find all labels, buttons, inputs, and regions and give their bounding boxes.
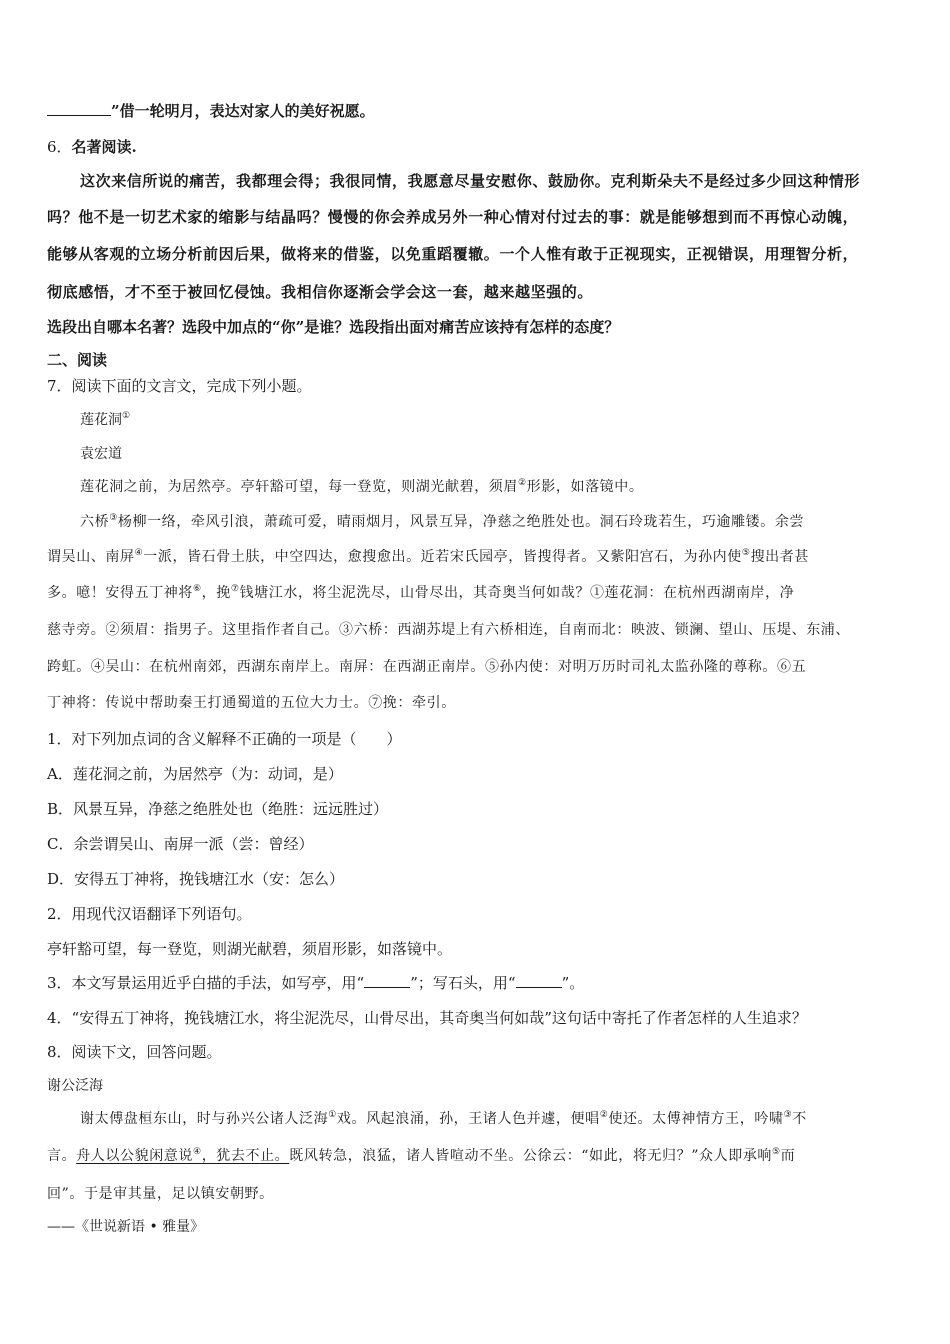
q7-sub3: 3．本文写景运用近乎白描的手法，如写亭，用“ ”；写石头，用“ ”。	[47, 974, 585, 992]
footnote-mark: ⑤	[741, 548, 751, 558]
q7-paragraph-line: 六桥③杨柳一络，牵风引浪，萧疏可爱，晴雨烟月，风景互异，净慈之绝胜处也。洞石玲珑若生，巧逾雕镂。余尝	[80, 513, 805, 530]
q7-title: 莲花洞①	[80, 411, 131, 428]
footnote-mark: ④	[193, 1147, 202, 1157]
q6-heading	[47, 137, 137, 157]
q7-footnote-line: 慈寺旁。②须眉：指男子。这里指作者自己。③六桥：西湖苏堤上有六桥相连，自南而北：映波、锁澜、望山、压堤、东浦、	[47, 622, 850, 638]
q8-title: 谢公泛海	[47, 1078, 103, 1094]
footnote-mark: ④	[134, 548, 144, 558]
q5-answer-line	[47, 101, 375, 121]
q7-intro: 7．阅读下面的文言文，完成下列小题。	[47, 377, 312, 395]
q8-passage-line: 回”。于是审其量，足以镇安朝野。	[47, 1186, 274, 1202]
q7-sub2-stem: 2．用现代汉语翻译下列语句。	[47, 905, 252, 923]
option-c[interactable]: C．余尝谓吴山、南屏一派（尝：曾经）	[47, 835, 314, 853]
q8-intro: 8．阅读下文，回答问题。	[47, 1043, 222, 1061]
footnote-mark: ③	[109, 513, 118, 523]
q6-passage-line: 能够从客观的立场分析前因后果，做将来的借鉴，以免重蹈覆辙。一个人惟有敢于正视现实，正视错误，用理智分析，	[47, 245, 859, 263]
q6-passage-line: 吗？他不是一切艺术家的缩影与结晶吗？慢慢的你会养成另外一种心情对付过去的事：就是能够想到而不再惊心动魄，	[47, 208, 859, 226]
answer-blank[interactable]	[364, 973, 410, 988]
q8-source: ——《世说新语 • 雅量》	[47, 1219, 205, 1235]
q7-sub2-sentence: 亭轩豁可望，每一登览，则湖光献碧，须眉形影，如落镜中。	[47, 940, 453, 958]
footnote-mark: ⑦	[230, 584, 240, 594]
option-b[interactable]: B．风景互异，净慈之绝胜处也（绝胜：远远胜过）	[47, 800, 389, 818]
q7-sub1-stem: 1．对下列加点词的含义解释不正确的一项是（ ）	[47, 730, 402, 748]
footnote-mark: ②	[518, 478, 527, 488]
option-d[interactable]: D．安得五丁神将，挽钱塘江水（安：怎么）	[47, 870, 345, 888]
option-a[interactable]: A．莲花洞之前，为居然亭（为：动词，是）	[47, 765, 343, 783]
q7-footnote-line: 丁神将：传说中帮助秦王打通蜀道的五位大力士。⑦挽：牵引。	[47, 695, 456, 711]
q6-question: 选段出自哪本名著？选段中加点的“你”是谁？选段指出面对痛苦应该持有怎样的态度？	[47, 318, 620, 336]
q6-passage-line: 这次来信所说的痛苦，我都理会得；我很同情，我愿意尽量安慰你、鼓励你。克利斯朵夫不是经过多少回这种情形	[80, 172, 861, 190]
footnote-mark: ②	[599, 1110, 609, 1120]
q5-tail-text: ”借一轮明月，表达对家人的美好祝愿。	[111, 102, 375, 120]
question-title: 名著阅读.	[71, 138, 137, 156]
q7-sub4-stem: 4．“安得五丁神将，挽钱塘江水，将尘泥洗尽，山骨尽出，其奇奥当何如哉”这句话中寄托了作者怎样的人生追求？	[47, 1009, 807, 1027]
footnote-mark: ⑥	[193, 584, 202, 594]
answer-blank[interactable]	[516, 973, 562, 988]
answer-blank[interactable]	[47, 101, 111, 116]
question-number: 6．	[47, 138, 72, 156]
q8-passage-line: 言。舟人以公貌闲意说④，犹去不止。既风转急，浪猛，诸人皆喧动不坐。公徐云：“如此，将无归？”众人即承响⑤而	[47, 1147, 796, 1164]
footnote-mark: ①	[122, 411, 131, 421]
q7-paragraph-line: 谓吴山、南屏④一派，皆石骨土肤，中空四达，愈搜愈出。近若宋氏园亭，皆搜得者。又紫阳宫石，为孙内使⑤搜出者甚	[47, 548, 809, 565]
q6-passage-line: 彻底感悟，才不至于被回忆侵蚀。我相信你逐渐会学会这一套，越来越坚强的。	[47, 283, 594, 301]
q7-paragraph-line: 莲花洞之前，为居然亭。亭轩豁可望，每一登览，则湖光献碧，须眉②形影，如落镜中。	[80, 478, 644, 495]
footnote-mark: ①	[328, 1110, 337, 1120]
underlined-sentence: 舟人以公貌闲意说④，犹去不止。	[76, 1147, 290, 1164]
section-heading: 二、阅读	[47, 351, 108, 369]
q7-author: 袁宏道	[80, 446, 122, 462]
footnote-mark: ⑤	[772, 1147, 781, 1157]
q8-passage-line: 谢太傅盘桓东山，时与孙兴公诸人泛海①戏。风起浪涌，孙，王诸人色并遽，便唱②使还。太傅神情方王，吟啸③不	[80, 1110, 807, 1127]
q7-paragraph-line: 多。噫！安得五丁神将⑥，挽⑦钱塘江水，将尘泥洗尽，山骨尽出，其奇奥当何如哉？①莲花洞：在杭州西湖南岸，净	[47, 584, 795, 601]
footnote-mark: ③	[783, 1110, 793, 1120]
q7-footnote-line: 跨虹。④吴山：在杭州南郊，西湖东南岸上。南屏：在西湖正南岸。⑤孙内使：对明万历时司礼太监孙隆的尊称。⑥五	[47, 659, 807, 675]
